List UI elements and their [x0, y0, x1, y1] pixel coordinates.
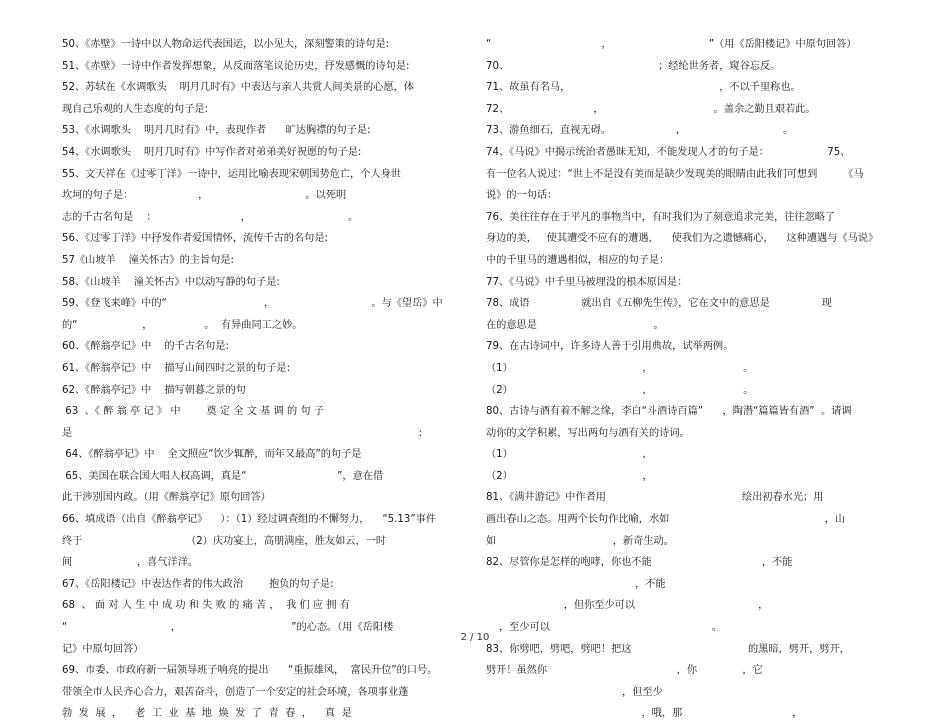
text-line: 57《山坡羊 潼关怀古》的主旨句是:	[62, 254, 234, 266]
text-line: 64、《醉翁亭记》中 全文照应“饮少辄醉，而年又最高”的句子是	[62, 449, 362, 461]
text-line: 60、《醉翁亭记》中 的千古名句是:	[62, 341, 229, 353]
text-line: 志的千古名句是 ： ， 。	[62, 211, 359, 223]
text-line: 77、《马说》中千里马被埋没的根本原因是：	[486, 276, 688, 288]
text-line: 63 、《 醉 翁 亭 记 》 中 奠 定 全 文 基 调 的 句 子	[62, 406, 325, 418]
text-line: “ ， ”（用《岳阳楼记》中原句回答）	[486, 39, 857, 50]
text-line: ，但至少	[486, 686, 663, 698]
text-line: 的“ ， 。 有异曲同工之妙。	[62, 319, 303, 331]
text-line: 画出春山之态。用两个长句作比喻，水如 ，山	[486, 514, 846, 526]
text-line: ，但你至少可以 ，	[486, 600, 769, 612]
text-line: 59、《登飞来峰》中的“ ， 。与《望岳》中	[62, 298, 443, 310]
text-line: 61、《醉翁亭记》中 描写山间四时之景的句子是:	[62, 362, 290, 374]
text-line: 62、《醉翁亭记》中 描写朝暮之景的句	[62, 384, 246, 396]
text-line: 51、《赤壁》一诗中作者发挥想象，从反面落笔议论历史，抒发感慨的诗句是:	[62, 60, 410, 72]
text-line: 现自己乐观的人生态度的句子是:	[62, 103, 209, 115]
text-line: 动你的文学积累，写出两句与酒有关的诗词。	[486, 427, 690, 439]
text-line: 53、《水调歌头 明月几时有》中，表现作者 旷达胸襟的句子是:	[62, 125, 371, 137]
text-line: 劈开！虽然你 ，你 ，它	[486, 665, 763, 677]
text-line: 此干涉别国内政。（用《醉翁亭记》原句回答）	[62, 492, 271, 504]
text-line: 56、《过零丁洋》中抒发作者爱国情怀，流传千古的名句是:	[62, 233, 328, 245]
text-line: 66、填成语（出自《醉翁亭记》 ）：（1）经过调查组的不懈努力， “5.13”事件	[62, 514, 437, 526]
text-line: 50、《赤壁》一诗中以人物命运代表国运，以小见大，深刻警策的诗句是:	[62, 39, 390, 50]
text-line: 坎坷的句子是： ， 。以死明	[62, 190, 347, 202]
left-column	[62, 34, 464, 725]
text-line: 说》的一句话：	[486, 190, 558, 202]
text-line: 68 、 面 对 人 生 中 成 功 和 失 败 的 痛 苦 ， 我 们 应 拥 有	[62, 600, 350, 612]
text-line: 76、美往往存在于平凡的事物当中，有时我们为了刻意追求完美，往往忽略了	[486, 211, 836, 223]
text-line: 54、《水调歌头 明月几时有》中写作者对弟弟美好祝愿的句子是:	[62, 146, 362, 158]
text-line: 中的千里马的遭遇相似，相应的句子是：	[486, 254, 670, 266]
text-line: 间 ，喜气洋洋。	[62, 557, 199, 569]
text-line: 在的意思是 。	[486, 319, 664, 331]
right-column	[486, 34, 884, 725]
text-line: 69、市委、市政府新一届领导班子响亮的提出 “重振雄风， 富民升位”的口号。	[62, 665, 438, 677]
text-line: ，至少可以 。	[486, 622, 722, 634]
text-line: 65、美国在联合国大唱人权高调，真是“ ”，意在借	[62, 470, 384, 482]
text-line: 71、故虽有名马， ，不以千里称也。	[486, 82, 801, 94]
text-line: （2） ， 。	[486, 384, 754, 396]
text-line: 是 :	[62, 427, 423, 439]
page-number: 2 / 10	[460, 632, 490, 643]
text-line: 82、尽管你是怎样的咆哮，你也不能 ，不能	[486, 557, 793, 569]
text-line: ，哦，那 ，	[486, 708, 803, 720]
text-line: （1） ，	[486, 449, 653, 461]
text-line: （1） ， 。	[486, 362, 754, 374]
text-line: 52、苏轼在《水调歌头 明月几时有》中表达与亲人共赏人间美景的心愿，体	[62, 82, 414, 94]
text-line: 83、你劈吧，劈吧，劈吧！把这 的黑暗，劈开，劈开，	[486, 643, 850, 655]
text-line: 80、古诗与酒有着不解之缘，李白“斗酒诗百篇” ，陶潜“篇篇皆有酒” 。请调	[486, 406, 852, 418]
text-line: 身边的美， 使其遭受不应有的遭遇， 使我们为之遗憾痛心， 这种遭遇与《马说》	[486, 233, 879, 245]
text-line: 如 ，新奇生动。	[486, 535, 674, 547]
text-line: 67、《岳阳楼记》中表达作者的伟大政治 抱负的句子是:	[62, 578, 334, 590]
text-line: （2） ，	[486, 470, 653, 482]
text-line: 78、成语 就出自《五柳先生传》，它在文中的意思是 现	[486, 298, 832, 310]
text-line: 勃 发 展 ， 老 工 业 基 地 焕 发 了 青 春 ， 真 是	[62, 708, 352, 720]
text-line: 81、《满井游记》中作者用 绘出初春水光；用	[486, 492, 824, 504]
text-line: 79、在古诗词中，许多诗人善于引用典故，试举两例。	[486, 341, 734, 353]
text-line: 70、 ；经纶世务者，窥谷忘反。	[486, 60, 781, 72]
text-line: 72、 ， 。盖余之勤且艰若此。	[486, 103, 816, 115]
text-line: 58、《山坡羊 潼关怀古》中以动写静的句子是:	[62, 276, 280, 288]
text-line: 55、文天祥在《过零丁洋》一诗中，运用比喻表现宋朝国势危亡，个人身世	[62, 168, 401, 180]
text-line: “ ， ”的心态。（用《岳阳楼	[62, 622, 394, 634]
text-line: 有一位名人说过：“世上不是没有美而是缺少发现美的眼睛由此我们可想到 《马	[486, 168, 864, 180]
text-line: 带领全市人民齐心合力，艰苦奋斗，创造了一个安定的社会环境，各项事业蓬	[62, 686, 409, 698]
text-line: 73、游鱼细石，直视无碍。 ， 。	[486, 125, 794, 137]
text-line: 终于 （2）庆功宴上，高朋满座，胜友如云，一时	[62, 535, 387, 547]
text-line: ，不能	[486, 578, 666, 590]
text-line: 记》中原句回答）	[62, 643, 144, 655]
text-line: 74、《马说》中揭示统治者愚昧无知，不能发现人才的句子是： 75、	[486, 146, 851, 158]
